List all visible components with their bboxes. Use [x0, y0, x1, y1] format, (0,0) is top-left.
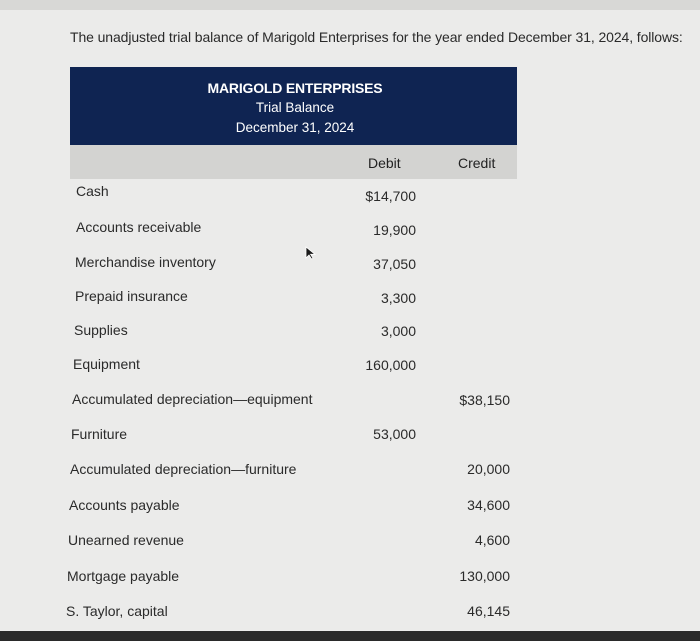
- row-label-equipment: Equipment: [73, 356, 140, 372]
- row-label-mortgage-payable: Mortgage payable: [67, 568, 180, 584]
- credit-column-header: Credit: [458, 155, 496, 171]
- row-label-accounts-payable: Accounts payable: [69, 497, 180, 513]
- row-debit-equipment: 160,000: [365, 357, 416, 373]
- statement-date: December 31, 2024: [235, 120, 355, 135]
- row-debit-furniture: 53,000: [373, 426, 416, 442]
- row-label-unearned-revenue: Unearned revenue: [68, 532, 184, 548]
- row-credit-accum-dep-furniture: 20,000: [467, 461, 510, 477]
- trial-balance-header: [70, 67, 517, 145]
- row-label-accum-dep-furniture: Accumulated depreciation—furniture: [70, 461, 297, 477]
- row-credit-unearned-revenue: 4,600: [474, 532, 510, 548]
- row-label-accounts-receivable: Accounts receivable: [76, 219, 202, 235]
- intro-text: The unadjusted trial balance of Marigold Enterprises for the year ended December 31, 2024, follows:: [70, 29, 683, 45]
- row-label-cash: Cash: [76, 183, 109, 199]
- row-debit-accounts-receivable: 19,900: [373, 222, 416, 238]
- column-header-band: [70, 145, 517, 179]
- row-label-accum-dep-equipment: Accumulated depreciation—equipment: [72, 391, 313, 407]
- statement-title: Trial Balance: [255, 100, 335, 115]
- row-credit-accounts-payable: 34,600: [467, 497, 510, 513]
- company-name: MARIGOLD ENTERPRISES: [207, 80, 383, 96]
- mouse-pointer-icon: [305, 246, 317, 260]
- debit-column-header: Debit: [368, 155, 401, 171]
- row-debit-supplies: 3,000: [380, 323, 416, 339]
- row-credit-mortgage-payable: 130,000: [459, 568, 510, 584]
- bottom-edge-bar: [0, 631, 700, 641]
- row-label-prepaid-insurance: Prepaid insurance: [75, 288, 188, 304]
- top-edge-bar: [0, 0, 700, 10]
- row-credit-owner-capital: 46,145: [467, 603, 510, 619]
- row-label-merchandise-inventory: Merchandise inventory: [75, 254, 216, 270]
- row-label-owner-capital: S. Taylor, capital: [66, 603, 168, 619]
- row-label-furniture: Furniture: [71, 426, 128, 442]
- row-label-supplies: Supplies: [74, 322, 128, 338]
- row-credit-accum-dep-equipment: $38,150: [459, 392, 510, 408]
- row-debit-merchandise-inventory: 37,050: [373, 256, 416, 272]
- row-debit-prepaid-insurance: 3,300: [380, 290, 416, 306]
- row-debit-cash: $14,700: [365, 188, 416, 204]
